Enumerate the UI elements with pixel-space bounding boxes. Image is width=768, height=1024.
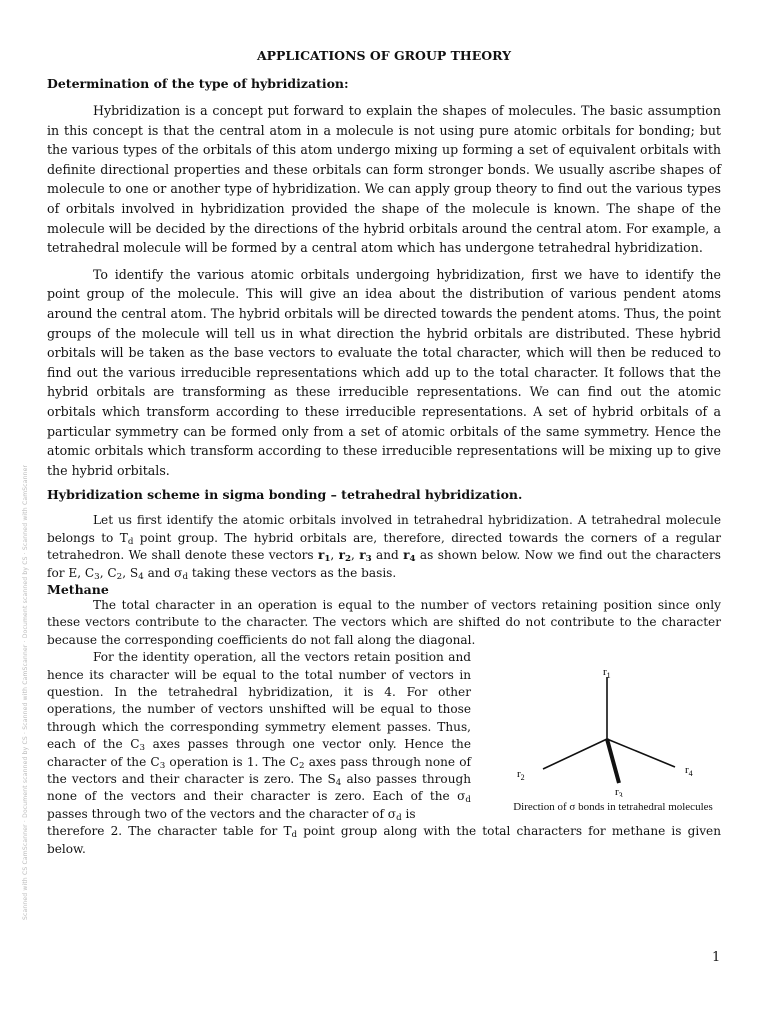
section-heading-hybridization: Determination of the type of hybridization: (47, 76, 349, 91)
paragraph-identity-operation: For the identity operation, all the vectors retain position and hence its character will be equal to the total number of vectors in question. In the tetrahedral hybridization, it is 4. For other operations, the number of vectors unshifted will be equal to those through which the corresponding symmetry element passes. Thus, each of the $C_3$ axes passes through one vector only. Hence the character of the $C_3$ operation is 1. The $C_2$ axes pass through none of the vectors and their character is zero. The $S_4$ also passes through none of the vectors and their character is zero. Each of the $\sigma_d$ passes through two of the vectors and the character of $\sigma_d$ is (47, 650, 472, 823)
vector-r3 (607, 739, 619, 783)
paragraph-point-group: To identify the various atomic orbitals undergoing hybridization, first we have to identify the point group of the molecule. This will give an idea about the distribution of various pendent atoms around the central atom. The hybrid orbitals will be directed towards the pendent atoms. Thus, the point groups of the molecule will tell us in what direction the hybrid orbitals are distributed. These hybrid orbitals will be taken as the base vectors to evaluate the total character, which will then be reduced to find out the various irreducible representations which add up to the total character. It follows that the hybrid orbitals are transforming as these irreducible representations. We can find out the atomic orbitals which transform according to these irreducible representations. A set of hybrid orbitals of a particular symmetry can be formed only from a set of atomic orbitals of the same symmetry. Hence the atomic orbitals which transform according to these irreducible representations will be mixing up to give the hybrid orbitals. (47, 266, 721, 478)
paragraph-character-table: therefore 2. The character table for $T_d$ point group along with the total characters for methane is given below. (47, 824, 721, 856)
label-r2: $r_2$ (517, 768, 525, 783)
subheading-methane: Methane (47, 581, 109, 597)
page-title: APPLICATIONS OF GROUP THEORY (256, 48, 512, 63)
paragraph-total-character: The total character in an operation is equal to the number of vectors retaining position since only these vectors contribute to the character. The vectors which are shifted do not contribute to the character because the corresponding coefficients do not fall along the diagonal. (47, 597, 721, 647)
watermark-text: Scanned with CS CamScanner · Document scanned by CS · Scanned with CamScanner · Document scanned by CS · Scanned with CamScanner (22, 464, 29, 920)
paragraph-tetrahedral: Let us first identify the atomic orbitals involved in tetrahedral hybridization. A tetrahedral molecule belongs to $T_d$ point group. The hybrid orbitals are, therefore, directed towards the corners of a regular tetrahedron. We shall denote these vectors $r_1$, $r_2$, $r_3$ and $r_4$ as shown below. Now we find out the characters for E, $C_3$, $C_2$, $S_4$ and $\sigma_d$ taking these vectors as the basis. (47, 513, 722, 582)
label-r1: $r_1$ (603, 666, 611, 681)
vector-r2 (543, 739, 607, 769)
label-r4: $r_4$ (685, 764, 693, 779)
vector-r4 (607, 739, 675, 767)
tetrahedral-diagram (495, 657, 731, 817)
wrapped-block (47, 649, 721, 823)
document-page (47, 48, 721, 858)
label-r3: $r_3$ (615, 786, 623, 798)
section-heading-tetrahedral: Hybridization scheme in sigma bonding – tetrahedral hybridization. (47, 487, 523, 503)
paragraph-intro: Hybridization is a concept put forward to explain the shapes of molecules. The basic assumption in this concept is that the central atom in a molecule is not using pure atomic orbitals for bonding; but the various types of the orbitals of this atom undergo mixing up forming a set of equivalent orbitals with definite directional properties and these orbitals can form stronger bonds. We usually ascribe shapes of molecule to one or another type of hybridization. We can apply group theory to find out the various types of orbitals involved in hybridization provided the shape of the molecule is known. The shape of the molecule will be decided by the directions of the hybrid orbitals around the central atom. For example, a tetrahedral molecule will be formed by a central atom which has undergone tetrahedral hybridization. (47, 103, 721, 256)
side-watermark (22, 40, 32, 920)
tetrahedral-vectors-svg (495, 657, 731, 797)
figure-caption: Direction of σ bonds in tetrahedral molecules (513, 801, 713, 814)
page-number: 1 (712, 950, 721, 965)
